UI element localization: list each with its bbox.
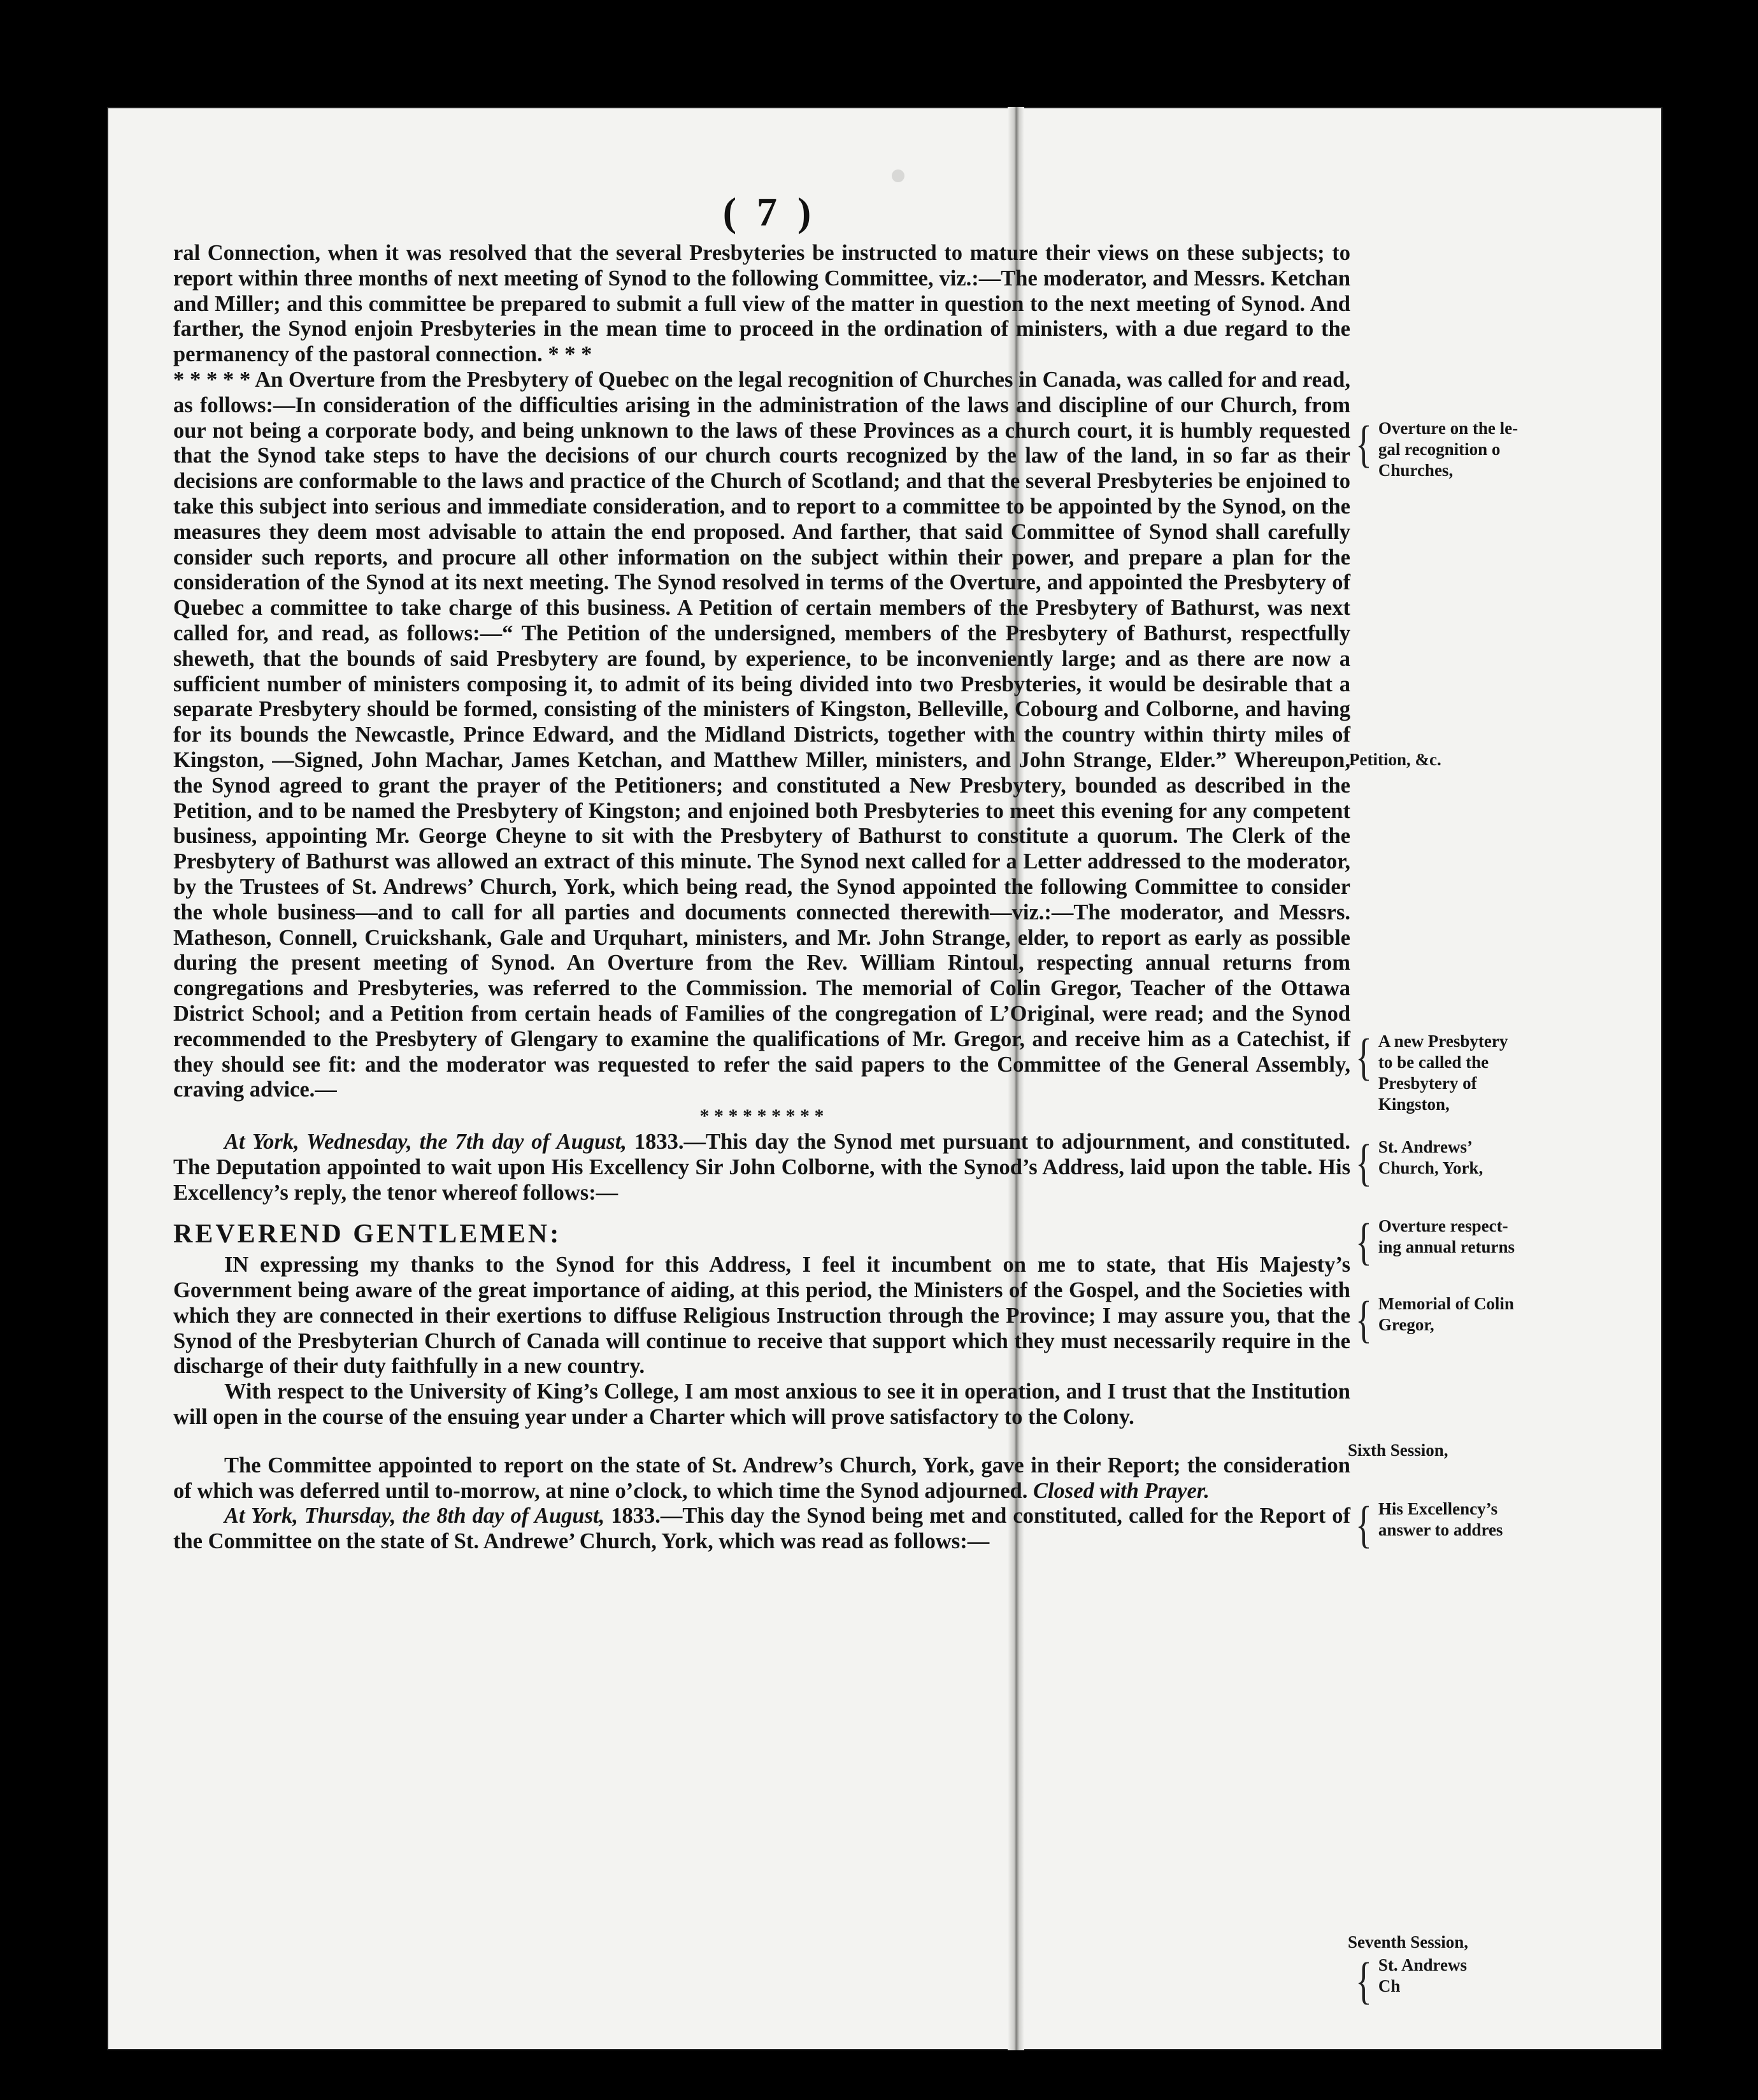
brace-icon: { [1355, 1290, 1372, 1348]
margin-note-st-andrews: { St. Andrews’ Church, York, [1355, 1137, 1483, 1179]
margin-note-sixth-session: Sixth Session, [1348, 1441, 1448, 1460]
paper-speck [892, 169, 904, 182]
margin-note-excellency-answer: { His Excellency’s answer to addres [1355, 1499, 1503, 1541]
paragraph [173, 1130, 1350, 1205]
margin-note-petition: Petition, &c. [1349, 750, 1441, 769]
paragraph: ral Connection, when it was resolved that the several Presbyteries be instructed to mature their views on these subjects; to report within three months of next meeting of Synod to the following Committee, viz.:—The moderator, and Messrs. Ketchan and Miller; and this committee be prepared to submit a full view of the matter in question to the next meeting of Synod. And farther, the Synod enjoin Presbyteries in the mean time to proceed in the ordination of ministers, with a due regard to the permanency of the pastoral connection. * * * [173, 241, 1350, 367]
paragraph-text: 1833.—This day the Synod being met and constituted, called for the Report of the Committee on the state of St. Andrewe’ Church, York, which was read as follows:— [173, 1504, 1351, 1554]
margin-note-seventh-session: Seventh Session, [1348, 1932, 1469, 1952]
brace-icon: { [1355, 1495, 1372, 1553]
closing-note: Closed with Prayer. [1033, 1478, 1210, 1503]
margin-note-st-andrews-2: { St. Andrews Ch [1355, 1955, 1467, 1997]
paragraph: With respect to the University of King’s College, I am most anxious to see it in operation, and I trust that the Institution will open in the course of the ensuing year under a Charter which will prove satisfactory to the Colony. [173, 1379, 1350, 1430]
paragraph-text: 1833.—This day the Synod met pursuant to adjournment, and constituted. The Deputation appointed to wait upon His Excellency Sir John Colborne, with the Synod’s Address, laid upon the table. His Excellency’s reply, the tenor whereof follows:— [173, 1130, 1350, 1205]
brace-icon: { [1355, 1212, 1372, 1270]
session-date: At York, Wednesday, the 7th day of August, [224, 1130, 627, 1154]
paragraph: * * * * * An Overture from the Presbytery of Quebec on the legal recognition of Churches in Canada, was called for and read, as follows:—In consideration of the difficulties arising in the administration of the laws and discipline of our Church, from our not being a corporate body, and being unknown to the laws of these Provinces as a church court, it is humbly requested that the Synod take steps to have the decisions of our church courts recognized by the law of the land, in so far as their decisions are conformable to the laws and practice of the Church of Scotland; and that the several Presbyteries be enjoined to take this subject into serious and immediate consideration, and to report to a committee to be appointed by the Synod, on the measures they deem most advisable to attain the end proposed. And farther, that said Committee of Synod shall carefully consider such reports, and procure all other information on the subject within their power, and prepare a plan for the consideration of the Synod at its next meeting. The Synod resolved in terms of the Overture, and appointed the Presbytery of Quebec a committee to take charge of this business. A Petition of certain members of the Presbytery of Bathurst, was next called for, and read, as follows:—“ The Petition of the undersigned, members of the Presbytery of Bathurst, respectfully sheweth, that the bounds of said Presbytery are found, by experience, to be inconveniently large; and as there are now a sufficient number of ministers composing it, to admit of its being divided into two Presbyteries, it would be desirable that a separate Presbytery should be formed, consisting of the ministers of Kingston, Belleville, Cobourg and Colborne, and having for its bounds the Newcastle, Prince Edward, and the Midland Districts, together with the country within thirty miles of Kingston, —Signed, John Machar, James Ketchan, and Matthew Miller, ministers, and John Strange, Elder.” Whereupon, the Synod agreed to grant the prayer of the Petitioners; and constituted a New Presbytery, bounded as described in the Petition, and to be named the Presbytery of Kingston; and enjoined both Presbyteries to meet this evening for any competent business, appointing Mr. George Cheyne to sit with the Presbytery of Bathurst to constitute a quorum. The Clerk of the Presbytery of Bathurst was allowed an extract of this minute. The Synod next called for a Letter addressed to the moderator, by the Trustees of St. Andrews’ Church, York, which being read, the Synod appointed the following Committee to consider the whole business—and to call for all parties and documents connected therewith—viz.:—The moderator, and Messrs. Matheson, Connell, Cruickshank, Gale and Urquhart, ministers, and Mr. John Strange, elder, to report as early as possible during the present meeting of Synod. An Overture from the Rev. William Rintoul, respecting annual returns from congregations and Presbyteries, was referred to the Commission. The memorial of Colin Gregor, Teacher of the Ottawa District School; and a Petition from certain heads of Families of the congregation of L’Original, were read; and the Synod recommended to the Presbytery of Glengary to examine the qualifications of Mr. Gregor, and receive him as a Catechist, if they should see fit: and the moderator was requested to refer the said papers to the Committee of the General Assembly, craving advice.— [173, 367, 1350, 1102]
paragraph: IN expressing my thanks to the Synod for this Address, I feel it incumbent on me to state, that His Majesty’s Government being aware of the great importance of aiding, at this period, the Ministers of the Gospel, and the Societies with which they are connected in their exertions to diffuse Religious Instruction through the Province; I may assure you, that the Synod of the Presbyterian Church of Canada will continue to receive that support which they must necessarily require in the discharge of their duty faithfully in a new country. [173, 1253, 1350, 1379]
brace-icon: { [1355, 1952, 1372, 2010]
paragraph [173, 1504, 1350, 1555]
asterisk-divider: * * * * * * * * * [699, 1105, 824, 1127]
page-number: ( 7 ) [722, 189, 817, 234]
brace-icon: { [1355, 1028, 1372, 1086]
margin-note-overture-returns: { Overture respect- ing annual returns [1355, 1216, 1515, 1258]
margin-note-memorial-gregor: { Memorial of Colin Gregor, [1355, 1293, 1514, 1335]
margin-note-new-presbytery: { A new Presbytery to be called the Presbytery of Kingston, [1355, 1031, 1508, 1115]
brace-icon: { [1355, 415, 1372, 473]
session-date: At York, Thursday, the 8th day of August, [224, 1504, 605, 1528]
paragraph [173, 1453, 1350, 1504]
letter-salutation: REVEREND GENTLEMEN: [173, 1219, 562, 1249]
spacer [173, 1430, 1350, 1453]
margin-note-overture-legal: { Overture on the le- gal recognition o Churches, [1355, 418, 1518, 481]
document-body [173, 241, 1350, 1555]
paragraph-text: The Committee appointed to report on the state of St. Andrew’s Church, York, gave in their Report; the consideration of which was deferred until to-morrow, at nine o’clock, to which time the Synod adjourned. [173, 1453, 1350, 1503]
brace-icon: { [1355, 1133, 1372, 1191]
